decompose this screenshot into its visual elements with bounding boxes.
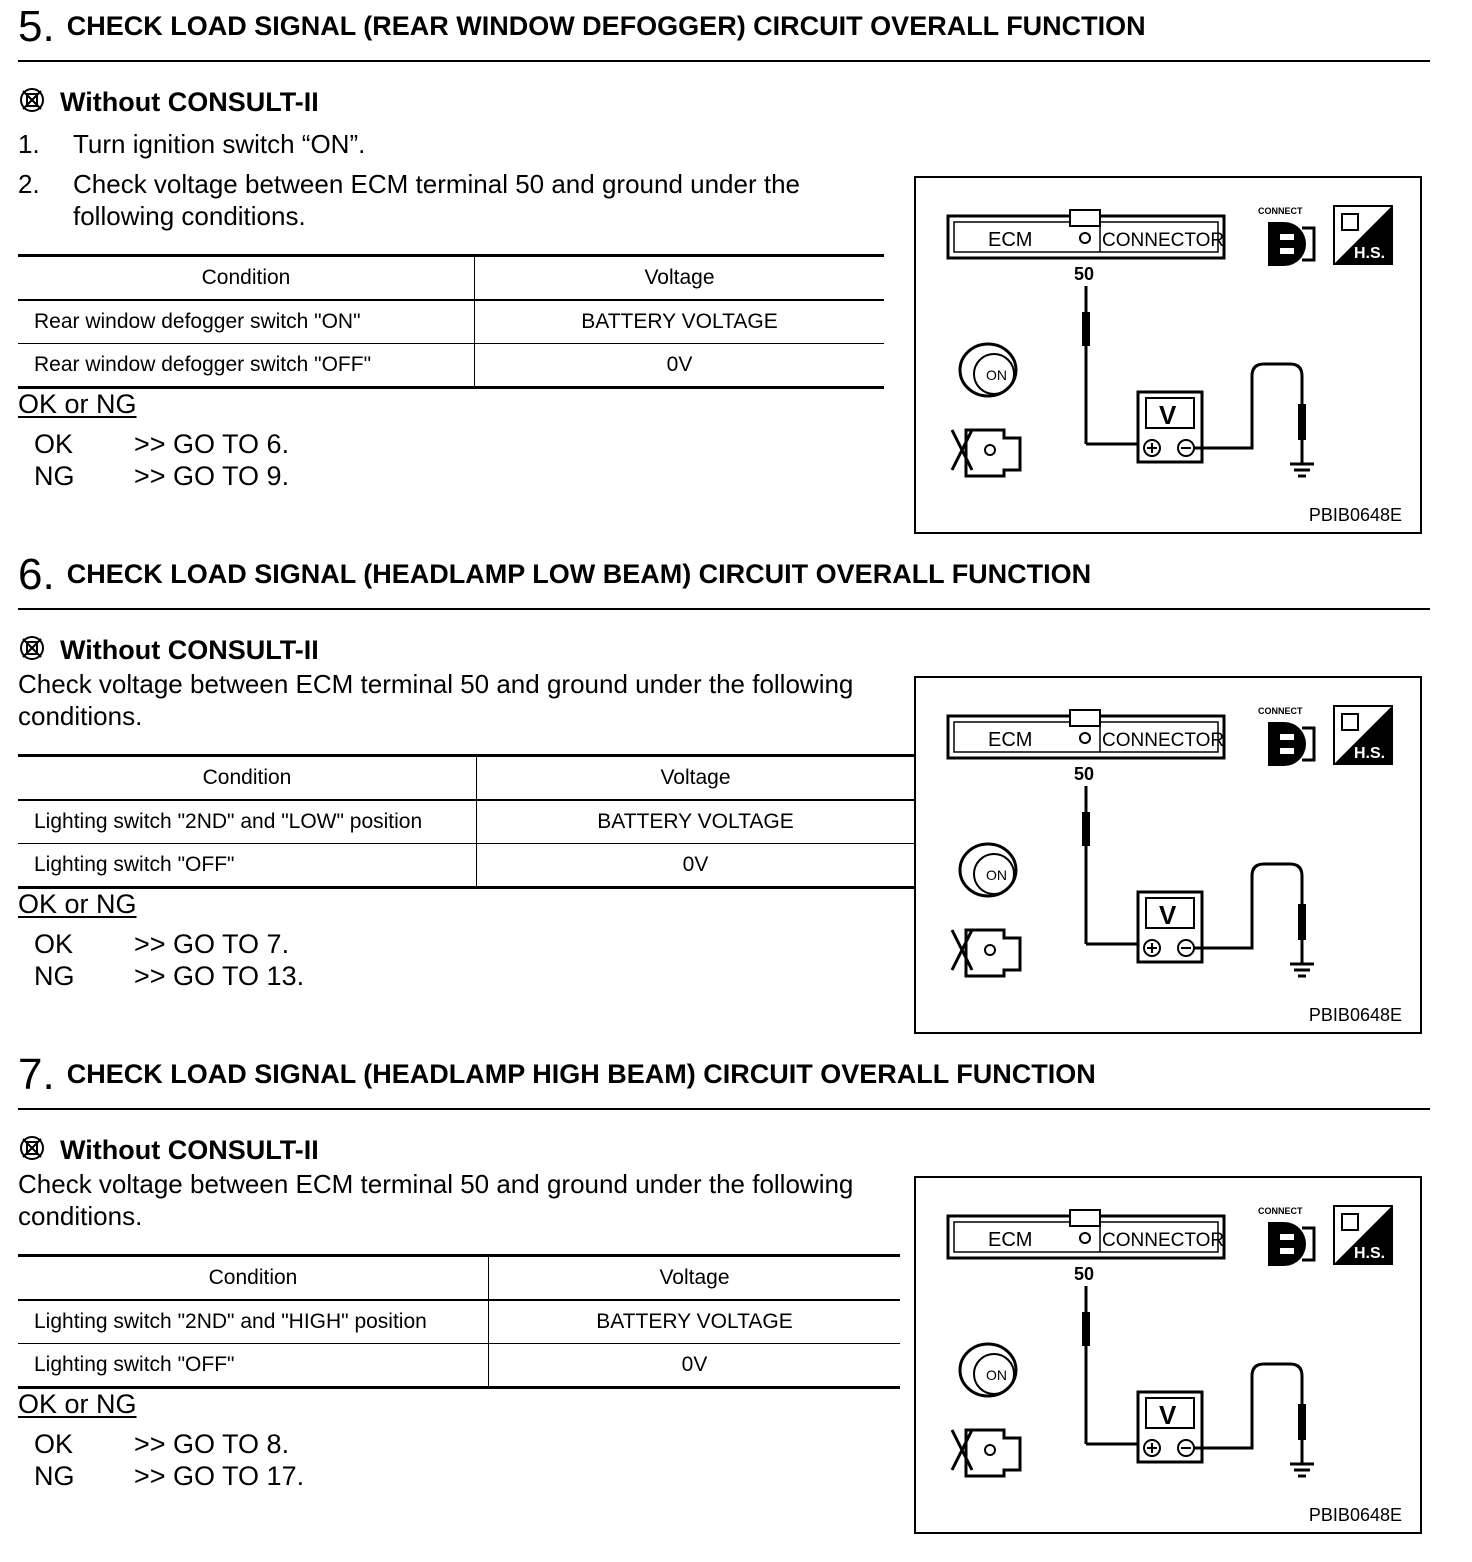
table-row <box>18 800 914 844</box>
ok-ng-result <box>18 1388 304 1492</box>
voltage-header: Voltage <box>489 1256 901 1301</box>
table-row <box>18 1300 900 1344</box>
condition-header: Condition <box>18 256 475 301</box>
svg-text:H.S.: H.S. <box>1354 1245 1386 1262</box>
engine-off-icon <box>952 430 1020 476</box>
harness-side-icon <box>1334 206 1392 264</box>
procedure-intro: Check voltage between ECM terminal 50 and ground under the following conditions. <box>18 1169 854 1231</box>
connector-label: CONNECTOR <box>1102 230 1225 251</box>
step-5-section <box>0 0 1472 525</box>
condition-voltage-table <box>18 754 914 889</box>
step-number: 7. <box>18 1050 55 1099</box>
harness-side-icon <box>1334 706 1392 764</box>
harness-side-icon <box>1334 1206 1392 1264</box>
table-header-row <box>18 1256 900 1301</box>
terminal-label: 50 <box>1074 1264 1095 1284</box>
svg-text:V: V <box>1159 400 1177 430</box>
ecm-label: ECM <box>988 229 1033 251</box>
connect-label: CONNECT <box>1258 1206 1303 1216</box>
ecm-label: ECM <box>988 1229 1033 1251</box>
step-title: CHECK LOAD SIGNAL (REAR WINDOW DEFOGGER) CIRCUIT OVERALL FUNCTION <box>66 11 1146 41</box>
connect-icon <box>1268 722 1314 766</box>
ground-icon <box>1290 964 1314 976</box>
without-consult-label: Without CONSULT-II <box>18 1134 319 1166</box>
voltmeter-icon <box>1138 392 1202 462</box>
connector-label: CONNECTOR <box>1102 730 1225 751</box>
figure-code: PBIB0648E <box>1308 1005 1402 1025</box>
table-row <box>18 344 884 388</box>
procedure-step: 2. Check voltage between ECM terminal 50 and ground under the following conditions. <box>18 169 800 231</box>
voltage-header: Voltage <box>475 256 885 301</box>
svg-text:H.S.: H.S. <box>1354 745 1386 762</box>
procedure-steps <box>18 128 898 240</box>
circuit-diagram <box>916 178 1420 532</box>
svg-text:ON: ON <box>986 367 1007 383</box>
condition-voltage-table <box>18 254 884 389</box>
step-5-heading <box>18 2 1146 52</box>
table-row <box>18 300 884 344</box>
engine-off-icon <box>952 1430 1020 1476</box>
step-title: CHECK LOAD SIGNAL (HEADLAMP HIGH BEAM) CIRCUIT OVERALL FUNCTION <box>66 1059 1096 1089</box>
circuit-diagram <box>916 678 1420 1032</box>
condition-cell: Lighting switch "OFF" <box>18 1344 489 1388</box>
voltmeter-icon <box>1138 1392 1202 1462</box>
ok-ng-result <box>18 888 304 992</box>
ignition-on-icon <box>960 1344 1016 1396</box>
voltage-cell: 0V <box>489 1344 901 1388</box>
no-consult-icon <box>18 86 46 114</box>
no-consult-icon <box>18 1134 46 1162</box>
condition-cell: Lighting switch "2ND" and "LOW" position <box>18 800 477 844</box>
condition-cell: Rear window defogger switch "ON" <box>18 300 475 344</box>
procedure-step: 1. Turn ignition switch “ON”. <box>18 129 366 159</box>
condition-voltage-table <box>18 1254 900 1389</box>
step-number: 5. <box>18 2 55 51</box>
wiring-figure <box>914 176 1422 534</box>
connect-icon <box>1268 1222 1314 1266</box>
ecm-label: ECM <box>988 729 1033 751</box>
svg-text:ON: ON <box>986 867 1007 883</box>
wiring-figure <box>914 1176 1422 1534</box>
step-7-heading <box>18 1050 1096 1100</box>
voltage-cell: BATTERY VOLTAGE <box>489 1300 901 1344</box>
condition-cell: Lighting switch "OFF" <box>18 844 477 888</box>
engine-off-icon <box>952 930 1020 976</box>
result-row: NG >> GO TO 9. <box>34 461 290 491</box>
connect-label: CONNECT <box>1258 206 1303 216</box>
step-6-heading <box>18 550 1091 600</box>
result-row: OK >> GO TO 7. <box>34 929 290 959</box>
result-row: NG >> GO TO 17. <box>34 1461 305 1491</box>
without-consult-label: Without CONSULT-II <box>18 86 319 118</box>
svg-text:V: V <box>1159 1400 1177 1430</box>
no-consult-icon <box>18 634 46 662</box>
step-title: CHECK LOAD SIGNAL (HEADLAMP LOW BEAM) CIRCUIT OVERALL FUNCTION <box>66 559 1092 589</box>
voltage-header: Voltage <box>477 756 915 801</box>
figure-code: PBIB0648E <box>1308 505 1402 525</box>
ok-ng-header: OK or NG <box>18 889 137 919</box>
ignition-on-icon <box>960 844 1016 896</box>
ignition-on-icon <box>960 344 1016 396</box>
circuit-diagram <box>916 1178 1420 1532</box>
ok-ng-header: OK or NG <box>18 389 137 419</box>
heading-rule <box>18 608 1430 610</box>
ground-icon <box>1290 1464 1314 1476</box>
heading-rule <box>18 1108 1430 1110</box>
voltage-cell: 0V <box>475 344 885 388</box>
connect-label: CONNECT <box>1258 706 1303 716</box>
voltage-cell: BATTERY VOLTAGE <box>475 300 885 344</box>
result-row: NG >> GO TO 13. <box>34 961 305 991</box>
condition-header: Condition <box>18 1256 489 1301</box>
svg-text:V: V <box>1159 900 1177 930</box>
svg-text:H.S.: H.S. <box>1354 245 1386 262</box>
result-row: OK >> GO TO 8. <box>34 1429 290 1459</box>
ok-ng-result <box>18 388 289 492</box>
step-6-section <box>0 548 1472 1048</box>
wiring-figure <box>914 676 1422 1034</box>
condition-cell: Rear window defogger switch "OFF" <box>18 344 475 388</box>
svg-text:ON: ON <box>986 1367 1007 1383</box>
result-row: OK >> GO TO 6. <box>34 429 290 459</box>
voltmeter-icon <box>1138 892 1202 962</box>
terminal-label: 50 <box>1074 264 1095 284</box>
figure-code: PBIB0648E <box>1308 1505 1402 1525</box>
condition-cell: Lighting switch "2ND" and "HIGH" position <box>18 1300 489 1344</box>
step-7-section <box>0 1048 1472 1548</box>
connect-icon <box>1268 222 1314 266</box>
heading-rule <box>18 60 1430 62</box>
table-header-row <box>18 756 914 801</box>
without-consult-label: Without CONSULT-II <box>18 634 319 666</box>
ground-icon <box>1290 464 1314 476</box>
voltage-cell: BATTERY VOLTAGE <box>477 800 915 844</box>
voltage-cell: 0V <box>477 844 915 888</box>
table-row <box>18 1344 900 1388</box>
table-row <box>18 844 914 888</box>
terminal-label: 50 <box>1074 764 1095 784</box>
step-number: 6. <box>18 550 55 599</box>
connector-label: CONNECTOR <box>1102 1230 1225 1251</box>
condition-header: Condition <box>18 756 477 801</box>
procedure-intro: Check voltage between ECM terminal 50 and ground under the following conditions. <box>18 669 854 731</box>
ok-ng-header: OK or NG <box>18 1389 137 1419</box>
table-header-row <box>18 256 884 301</box>
